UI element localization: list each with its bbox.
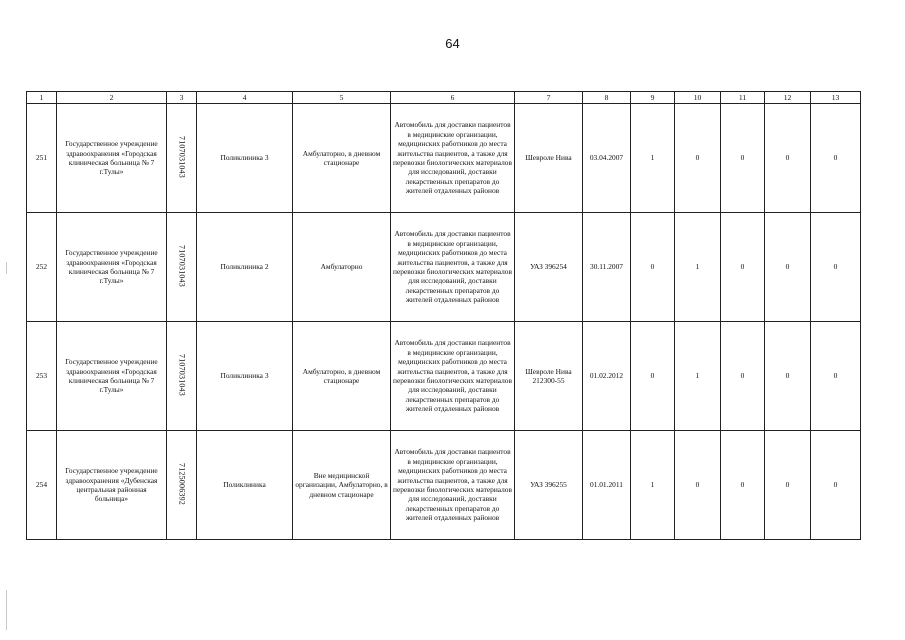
column-number-1: 1 [27,92,57,104]
unit-cell: Поликлиника [197,431,293,540]
row-number: 252 [27,213,57,322]
vehicle-cell: УАЗ 396255 [515,431,583,540]
col-10-cell: 1 [675,213,721,322]
column-number-13: 13 [811,92,861,104]
organization-cell: Государственное учреждение здравоохранения «Городская клиническая больница № 7 г.Тулы» [57,104,167,213]
col-11-cell: 0 [721,213,765,322]
date-cell: 01.01.2011 [583,431,631,540]
date-cell: 03.04.2007 [583,104,631,213]
care-mode-cell: Амбулаторно, в дневном стационаре [293,104,391,213]
col-12-cell: 0 [765,431,811,540]
col-11-cell: 0 [721,322,765,431]
scan-edge-mark [6,262,7,274]
purpose-text: Автомобиль для доставки пациентов в медицинские организации, медицинских работников до места жительства пациентов, а также для перевозки биологических материалов для исследований, доставки лекарственных препаратов до жителей отдаленных районов [393,120,512,196]
page-number: 64 [445,36,460,51]
col-9-cell: 1 [631,104,675,213]
col-9-cell: 0 [631,322,675,431]
table-row [27,213,861,322]
purpose-cell [391,431,515,540]
column-number-10: 10 [675,92,721,104]
col-11-cell: 0 [721,431,765,540]
column-number-4: 4 [197,92,293,104]
inn-text: 7107031043 [177,135,187,178]
column-number-7: 7 [515,92,583,104]
unit-cell: Поликлиника 3 [197,104,293,213]
care-mode-cell: Вне медицинской организации, Амбулаторно, в дневном стационаре [293,431,391,540]
col-13-cell: 0 [811,213,861,322]
row-number: 254 [27,431,57,540]
col-10-cell: 0 [675,104,721,213]
vehicles-table [26,91,861,540]
col-11-cell: 0 [721,104,765,213]
purpose-text: Автомобиль для доставки пациентов в медицинские организации, медицинских работников до места жительства пациентов, а также для перевозки биологических материалов для исследований, доставки лекарственных препаратов до жителей отдаленных районов [393,447,512,523]
col-10-cell: 0 [675,431,721,540]
column-number-6: 6 [391,92,515,104]
col-9-cell: 0 [631,213,675,322]
col-12-cell: 0 [765,213,811,322]
table-row [27,431,861,540]
column-number-9: 9 [631,92,675,104]
col-13-cell: 0 [811,322,861,431]
organization-cell: Государственное учреждение здравоохранения «Городская клиническая больница № 7 г.Тулы» [57,322,167,431]
col-12-cell: 0 [765,322,811,431]
col-9-cell: 1 [631,431,675,540]
purpose-cell [391,104,515,213]
purpose-text: Автомобиль для доставки пациентов в медицинские организации, медицинских работников до места жительства пациентов, а также для перевозки биологических материалов для исследований, доставки лекарственных препаратов до жителей отдаленных районов [393,338,512,414]
col-10-cell: 1 [675,322,721,431]
col-13-cell: 0 [811,431,861,540]
inn-cell [167,431,197,540]
vehicle-cell: УАЗ 396254 [515,213,583,322]
row-number: 251 [27,104,57,213]
inn-text: 7107031043 [177,244,187,287]
organization-cell: Государственное учреждение здравоохранения «Городская клиническая больница № 7 г.Тулы» [57,213,167,322]
inn-text: 7107031043 [177,353,187,396]
organization-cell: Государственное учреждение здравоохранения «Дубенская центральная районная больница» [57,431,167,540]
purpose-text: Автомобиль для доставки пациентов в медицинские организации, медицинских работников до места жительства пациентов, а также для перевозки биологических материалов для исследований, доставки лекарственных препаратов до жителей отдаленных районов [393,229,512,305]
unit-cell: Поликлиника 3 [197,322,293,431]
purpose-cell [391,213,515,322]
table-row [27,322,861,431]
table-body [27,92,861,540]
row-number: 253 [27,322,57,431]
inn-cell [167,213,197,322]
column-number-12: 12 [765,92,811,104]
vehicle-cell: Шевроле Нива 212300-55 [515,322,583,431]
table-row [27,104,861,213]
vehicle-cell: Шевроле Нива [515,104,583,213]
unit-cell: Поликлиника 2 [197,213,293,322]
scan-edge-mark [6,590,7,630]
inn-cell [167,322,197,431]
col-13-cell: 0 [811,104,861,213]
inn-cell [167,104,197,213]
care-mode-cell: Амбулаторно, в дневном стационаре [293,322,391,431]
column-number-5: 5 [293,92,391,104]
purpose-cell [391,322,515,431]
care-mode-cell: Амбулаторно [293,213,391,322]
column-number-8: 8 [583,92,631,104]
col-12-cell: 0 [765,104,811,213]
column-number-11: 11 [721,92,765,104]
column-number-3: 3 [167,92,197,104]
column-number-2: 2 [57,92,167,104]
date-cell: 01.02.2012 [583,322,631,431]
column-number-row [27,92,861,104]
inn-text: 7125006392 [177,462,187,505]
date-cell: 30.11.2007 [583,213,631,322]
